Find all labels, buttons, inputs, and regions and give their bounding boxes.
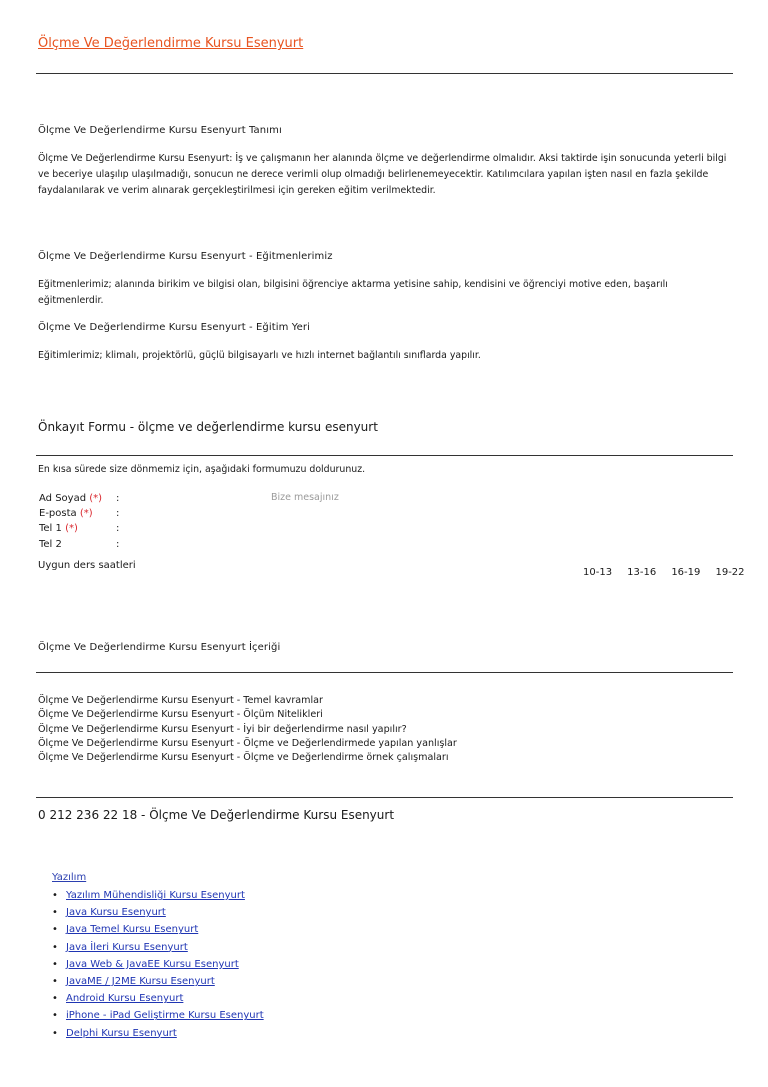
list-item (52, 904, 264, 921)
egitmen-heading: Ölçme Ve Değerlendirme Kursu Esenyurt - Eğitmenlerimiz (38, 251, 333, 262)
egitmen-text: Eğitmenlerimiz; alanında birikim ve bilgisi olan, bilgisini öğrenciye aktarma yetisine sahip, kendisini ve öğrenciyi motive eden, başarılı eğitmenlerdir. (38, 279, 668, 306)
course-link[interactable]: Java Web & JavaEE Kursu Esenyurt (66, 958, 239, 970)
field-tel2 (39, 539, 62, 550)
bullet: • (52, 976, 58, 988)
bullet: • (52, 1010, 58, 1022)
hours-label: Uygun ders saatleri (38, 560, 136, 571)
tanim-heading: Ölçme Ve Değerlendirme Kursu Esenyurt Tanımı (38, 125, 282, 136)
form-divider (36, 455, 733, 456)
list-item (52, 1025, 264, 1042)
hour-slot[interactable]: 10-13 (583, 567, 613, 578)
tanim-text: Ölçme Ve Değerlendirme Kursu Esenyurt: İş ve çalışmanın her alanında ölçme ve değerlendirme olmalıdır. Aksi taktirde işin sonucunda yeterli bilgi ve beceriye ulaşılıp ulaşılmadığı, sonucun ne derece verimli olup olmadığı belirlenemeyecektir. Katılımcılara yapılan işten nasıl en fazla şekilde faydalanılarak ve verim alınarak gerçekleştirilmesi için gereken eğitim verilmektedir. (38, 153, 727, 196)
list-item (52, 921, 264, 938)
yazilim-link[interactable]: Yazılım (52, 872, 87, 883)
field-label: Tel 2 (39, 539, 62, 550)
field-eposta (39, 508, 93, 519)
course-link[interactable]: Delphi Kursu Esenyurt (66, 1027, 177, 1039)
field-colon: : (116, 508, 120, 519)
bullet: • (52, 993, 58, 1005)
field-label: E-posta (39, 508, 77, 519)
field-label: Ad Soyad (39, 493, 87, 504)
icerik-item: Ölçme Ve Değerlendirme Kursu Esenyurt - Ölçüm Nitelikleri (38, 709, 323, 720)
course-link[interactable]: Java İleri Kursu Esenyurt (66, 941, 188, 953)
bullet: • (52, 907, 58, 919)
header-divider (36, 73, 733, 74)
form-intro: En kısa sürede size dönmemiz için, aşağıdaki formumuzu doldurunuz. (38, 464, 366, 475)
bullet: • (52, 890, 58, 902)
list-item (52, 956, 264, 973)
icerik-item: Ölçme Ve Değerlendirme Kursu Esenyurt - Ölçme ve Değerlendirme örnek çalışmaları (38, 752, 449, 763)
icerik-divider (36, 672, 733, 673)
course-link[interactable]: Yazılım Mühendisliği Kursu Esenyurt (66, 890, 245, 902)
bullet: • (52, 1027, 58, 1039)
required-mark: (*) (89, 493, 103, 504)
hour-slots (573, 560, 745, 579)
list-item (52, 973, 264, 990)
field-tel1 (39, 523, 78, 534)
list-item (52, 887, 264, 904)
course-link-list (52, 887, 264, 1042)
contact-line: 0 212 236 22 18 - Ölçme Ve Değerlendirme Kursu Esenyurt (38, 808, 395, 822)
hour-slot[interactable]: 19-22 (715, 567, 745, 578)
bullet: • (52, 924, 58, 936)
bullet: • (52, 941, 58, 953)
icerik-item: Ölçme Ve Değerlendirme Kursu Esenyurt - İyi bir değerlendirme nasıl yapılır? (38, 724, 407, 735)
page-title-link[interactable]: Ölçme Ve Değerlendirme Kursu Esenyurt (38, 36, 304, 51)
icerik-item: Ölçme Ve Değerlendirme Kursu Esenyurt - Ölçme ve Değerlendirmede yapılan yanlışlar (38, 738, 457, 749)
hour-slot[interactable]: 16-19 (671, 567, 701, 578)
bullet: • (52, 958, 58, 970)
hour-slot[interactable]: 13-16 (627, 567, 657, 578)
icerik-heading: Ölçme Ve Değerlendirme Kursu Esenyurt İçeriği (38, 642, 281, 653)
required-mark: (*) (79, 508, 93, 519)
field-colon: : (116, 493, 120, 504)
field-colon: : (116, 523, 120, 534)
required-mark: (*) (65, 523, 78, 534)
contact-divider (36, 797, 733, 798)
field-label: Tel 1 (39, 523, 62, 534)
course-link[interactable]: Java Temel Kursu Esenyurt (66, 924, 199, 936)
course-link[interactable]: Java Kursu Esenyurt (66, 907, 166, 919)
course-link[interactable]: Android Kursu Esenyurt (66, 993, 184, 1005)
list-item (52, 939, 264, 956)
list-item (52, 990, 264, 1007)
message-textarea[interactable]: Bize mesajınız (271, 492, 339, 503)
yer-text: Eğitimlerimiz; klimalı, projektörlü, güçlü bilgisayarlı ve hızlı internet bağlantılı sınıflarda yapılır. (38, 350, 481, 361)
course-link[interactable]: JavaME / J2ME Kursu Esenyurt (66, 976, 215, 988)
form-heading: Önkayıt Formu - ölçme ve değerlendirme kursu esenyurt (38, 420, 378, 434)
course-link[interactable]: iPhone - iPad Geliştirme Kursu Esenyurt (66, 1010, 264, 1022)
list-item (52, 1007, 264, 1024)
field-colon: : (116, 539, 120, 550)
field-ad-soyad (39, 493, 102, 504)
icerik-item: Ölçme Ve Değerlendirme Kursu Esenyurt - Temel kavramlar (38, 695, 323, 706)
yer-heading: Ölçme Ve Değerlendirme Kursu Esenyurt - Eğitim Yeri (38, 322, 310, 333)
